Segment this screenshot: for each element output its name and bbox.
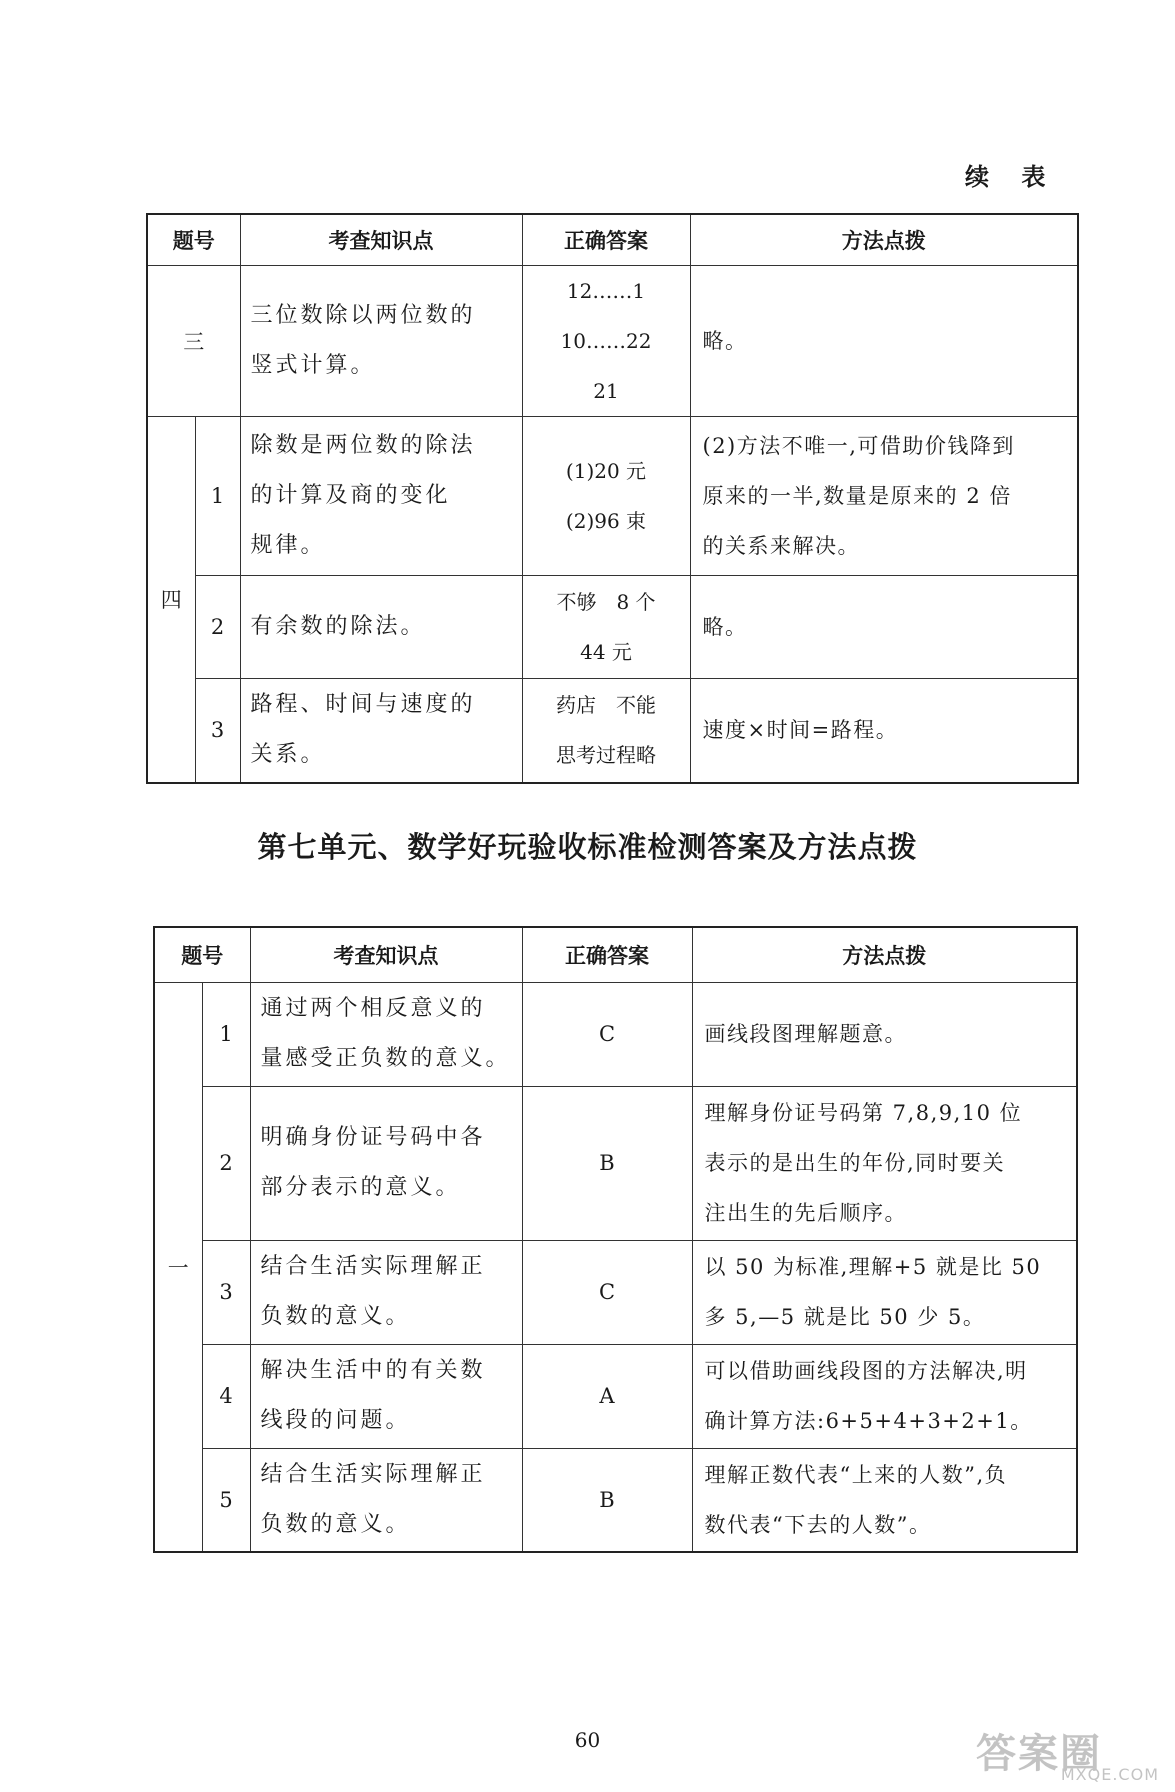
knowledge-point-cell: 明确身份证号码中各 部分表示的意义。 bbox=[250, 1086, 522, 1240]
method-cell: 可以借助画线段图的方法解决,明 确计算方法:6+5+4+3+2+1。 bbox=[692, 1344, 1077, 1448]
table-row bbox=[154, 1448, 1077, 1552]
question-number: 5 bbox=[202, 1448, 250, 1552]
table-row bbox=[147, 678, 1078, 783]
page-number: 60 bbox=[574, 1728, 601, 1752]
question-number: 2 bbox=[202, 1086, 250, 1240]
header-correct-answer: 正确答案 bbox=[522, 214, 690, 265]
knowledge-point-cell: 除数是两位数的除法 的计算及商的变化 规律。 bbox=[240, 416, 522, 575]
continued-label: 续 表 bbox=[965, 163, 1058, 191]
answer-cell: A bbox=[522, 1344, 692, 1448]
table-row bbox=[147, 575, 1078, 678]
method-cell: 以 50 为标准,理解+5 就是比 50 多 5,—5 就是比 50 少 5。 bbox=[692, 1240, 1077, 1344]
knowledge-point-cell: 结合生活实际理解正 负数的意义。 bbox=[250, 1448, 522, 1552]
answer-cell: 药店 不能 思考过程略 bbox=[522, 678, 690, 783]
knowledge-point-cell: 三位数除以两位数的 竖式计算。 bbox=[240, 265, 522, 416]
answer-cell: C bbox=[522, 982, 692, 1086]
table-row bbox=[147, 265, 1078, 416]
answer-cell: 不够 8 个 44 元 bbox=[522, 575, 690, 678]
header-correct-answer: 正确答案 bbox=[522, 927, 692, 982]
answer-cell: C bbox=[522, 1240, 692, 1344]
section-label: 四 bbox=[147, 416, 195, 783]
header-knowledge-point: 考查知识点 bbox=[250, 927, 522, 982]
watermark-text: 答案圈 bbox=[976, 1731, 1102, 1777]
method-cell: 略。 bbox=[690, 575, 1078, 678]
header-question-number: 题号 bbox=[154, 927, 250, 982]
header-knowledge-point: 考查知识点 bbox=[240, 214, 522, 265]
section-label: 三 bbox=[147, 265, 240, 416]
method-cell: (2)方法不唯一,可借助价钱降到 原来的一半,数量是原来的 2 倍 的关系来解决。 bbox=[690, 416, 1078, 575]
knowledge-point-cell: 解决生活中的有关数 线段的问题。 bbox=[250, 1344, 522, 1448]
question-number: 4 bbox=[202, 1344, 250, 1448]
method-cell: 画线段图理解题意。 bbox=[692, 982, 1077, 1086]
question-number: 3 bbox=[202, 1240, 250, 1344]
answer-cell: (1)20 元 (2)96 束 bbox=[522, 416, 690, 575]
answer-table-continued bbox=[146, 213, 1079, 784]
answer-cell: 12……1 10……22 21 bbox=[522, 265, 690, 416]
method-cell: 略。 bbox=[690, 265, 1078, 416]
table-row bbox=[147, 416, 1078, 575]
question-number: 1 bbox=[195, 416, 240, 575]
answer-cell: B bbox=[522, 1448, 692, 1552]
table-header-row bbox=[147, 214, 1078, 265]
knowledge-point-cell: 路程、时间与速度的 关系。 bbox=[240, 678, 522, 783]
question-number: 3 bbox=[195, 678, 240, 783]
table-row bbox=[154, 1086, 1077, 1240]
section-title: 第七单元、数学好玩验收标准检测答案及方法点拨 bbox=[257, 830, 918, 864]
section-label: 一 bbox=[154, 982, 202, 1552]
method-cell: 理解正数代表“上来的人数”,负 数代表“下去的人数”。 bbox=[692, 1448, 1077, 1552]
table-header-row bbox=[154, 927, 1077, 982]
watermark-url: MXQE.COM bbox=[1060, 1765, 1159, 1784]
question-number: 1 bbox=[202, 982, 250, 1086]
header-question-number: 题号 bbox=[147, 214, 240, 265]
table-row bbox=[154, 982, 1077, 1086]
knowledge-point-cell: 结合生活实际理解正 负数的意义。 bbox=[250, 1240, 522, 1344]
method-cell: 速度×时间=路程。 bbox=[690, 678, 1078, 783]
header-method-tip: 方法点拨 bbox=[690, 214, 1078, 265]
method-cell: 理解身份证号码第 7,8,9,10 位 表示的是出生的年份,同时要关 注出生的先后顺序。 bbox=[692, 1086, 1077, 1240]
knowledge-point-cell: 通过两个相反意义的 量感受正负数的意义。 bbox=[250, 982, 522, 1086]
knowledge-point-cell: 有余数的除法。 bbox=[240, 575, 522, 678]
table-row bbox=[154, 1344, 1077, 1448]
question-number: 2 bbox=[195, 575, 240, 678]
answer-cell: B bbox=[522, 1086, 692, 1240]
answer-table bbox=[153, 926, 1078, 1553]
table-row bbox=[154, 1240, 1077, 1344]
watermark-logo bbox=[974, 1722, 1159, 1784]
header-method-tip: 方法点拨 bbox=[692, 927, 1077, 982]
